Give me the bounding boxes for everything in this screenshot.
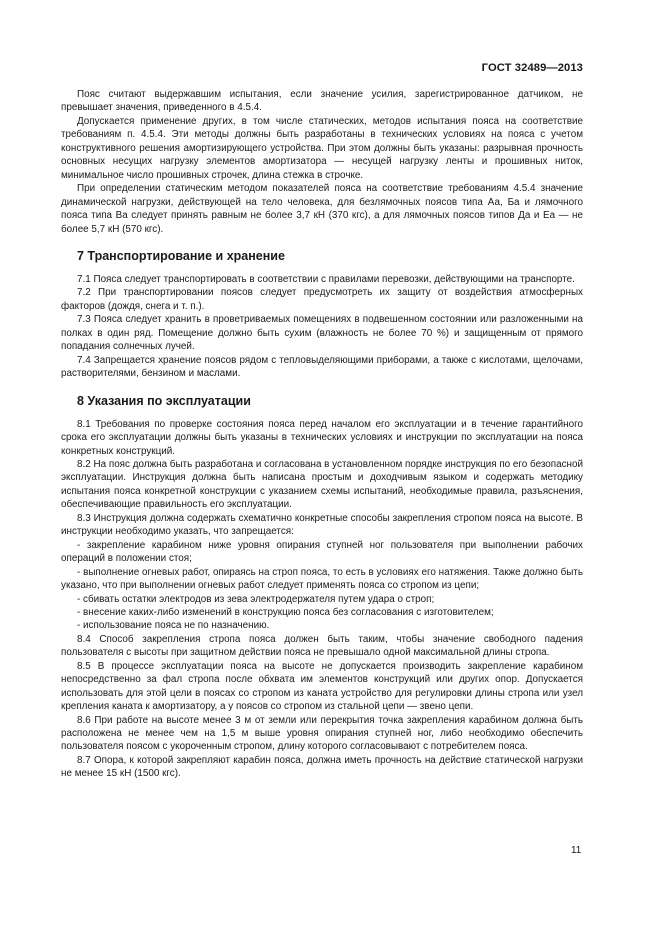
- clause-8-3: 8.3 Инструкция должна содержать схематично конкретные способы закрепления стропом пояса на высоте. В инструкции необходимо указать, что запрещается:: [61, 512, 583, 538]
- page-content: [61, 88, 583, 781]
- list-item: - внесение каких-либо изменений в конструкцию пояса без согласования с изготовителем;: [77, 606, 494, 618]
- clause-8-6: 8.6 При работе на высоте менее 3 м от земли или перекрытия точка закрепления карабином должна быть расположена не менее чем на 1,5 м выше уровня опирания ступней ног, либо необходимо обеспечить пользователя поясом с укороченным стропом, длину которого согласовывают с потребителем пояса.: [61, 714, 583, 753]
- section-7-heading: 7 Транспортирование и хранение: [77, 248, 285, 263]
- clause-7-4: 7.4 Запрещается хранение поясов рядом с тепловыделяющими приборами, а также с кислотами, щелочами, растворителями, бензином и маслами.: [61, 354, 583, 380]
- section-8-heading: 8 Указания по эксплуатации: [77, 393, 251, 408]
- paragraph: При определении статическим методом показателей пояса на соответствие требованиям 4.5.4 значение динамической нагрузки, действующей на тело человека, для безлямочных поясов типа Аа, Ба и лямочного пояса типа Ва следует принять равным не более 3,7 кН (370 кгс), а для лямочных поясов типов Да и Еа — не более 5,7 кН (570 кгс).: [61, 183, 583, 235]
- list-item: - использование пояса не по назначению.: [77, 620, 270, 632]
- clause-8-1: 8.1 Требования по проверке состояния пояса перед началом его эксплуатации и в течение гарантийного срока его эксплуатации должны быть указаны в технических условиях и инструкции по эксплуатации на пояса конкретных конструкций.: [61, 418, 583, 457]
- clause-8-5: 8.5 В процессе эксплуатации пояса на высоте не допускается производить закрепление карабином непосредственно за фал стропа после обхвата им элементов конструкций или других опор. Допускается использовать для этой цели в поясах со стропом из каната устройство для регулировки длины стропа или узел крепления каната к амортизатору, а у поясов со стропом из стальной цепи — звено цепи.: [61, 660, 583, 713]
- clause-7-1: 7.1 Пояса следует транспортировать в соответствии с правилами перевозки, действующими на транспорте.: [77, 273, 575, 285]
- clause-7-3: 7.3 Пояса следует хранить в проветриваемых помещениях в подвешенном состоянии или разложенными на полках в один ряд. Помещение должно быть сухим (влажность не более 70 %) и защищенным от прямого попадания солнечных лучей.: [61, 314, 583, 353]
- clause-8-2: 8.2 На пояс должна быть разработана и согласована в установленном порядке инструкция по его безопасной эксплуатации. Инструкция должна быть написана простым и доходчивым языком и содержать методику испытания пояса конкретной конструкции с указанием схемы испытаний, необходимые правила, разъяснения, обеспечивающие правильность его эксплуатации.: [61, 458, 583, 511]
- list-item: - выполнение огневых работ, опираясь на строп пояса, то есть в условиях его натяжения. Также должно быть указано, что при выполнении огневых работ следует применять пояса со стропом из цепи;: [61, 566, 583, 592]
- clause-8-4: 8.4 Способ закрепления стропа пояса должен быть таким, чтобы значение свободного падения пользователя с высоты при защитном действии пояса не превышало одной максимальной длины стропа.: [61, 633, 583, 659]
- list-item: - сбивать остатки электродов из зева электродержателя путем удара о строп;: [77, 593, 435, 605]
- list-item: - закрепление карабином ниже уровня опирания ступней ног пользователя при выполнении рабочих операций в положении стоя;: [61, 539, 583, 565]
- paragraph: Допускается применение других, в том числе статических, методов испытания пояса на соответствие требованиям п. 4.5.4. Эти методы должны быть разработаны в технических условиях на пояса с учетом конструктивного решения амортизирующего устройства. При этом должны быть указаны: разрывная прочность основных несущих нагрузку элементов амортизатора — несущей нагрузку ленты и прошивных ниток, минимальное число прошивных строчек, длина стежка в строчке.: [61, 115, 583, 181]
- page-number: 11: [571, 845, 582, 856]
- clause-7-2: 7.2 При транспортировании поясов следует предусмотреть их защиту от воздействия атмосферных факторов (дождя, снега и т. п.).: [61, 287, 583, 312]
- paragraph: Пояс считают выдержавшим испытания, если значение усилия, зарегистрированное датчиком, не превышает значения, приведенного в 4.5.4.: [61, 89, 583, 114]
- standard-header: ГОСТ 32489—2013: [481, 62, 583, 74]
- clause-8-7: 8.7 Опора, к которой закрепляют карабин пояса, должна иметь прочность на действие статической нагрузки не менее 15 кН (1500 кгс).: [61, 754, 583, 780]
